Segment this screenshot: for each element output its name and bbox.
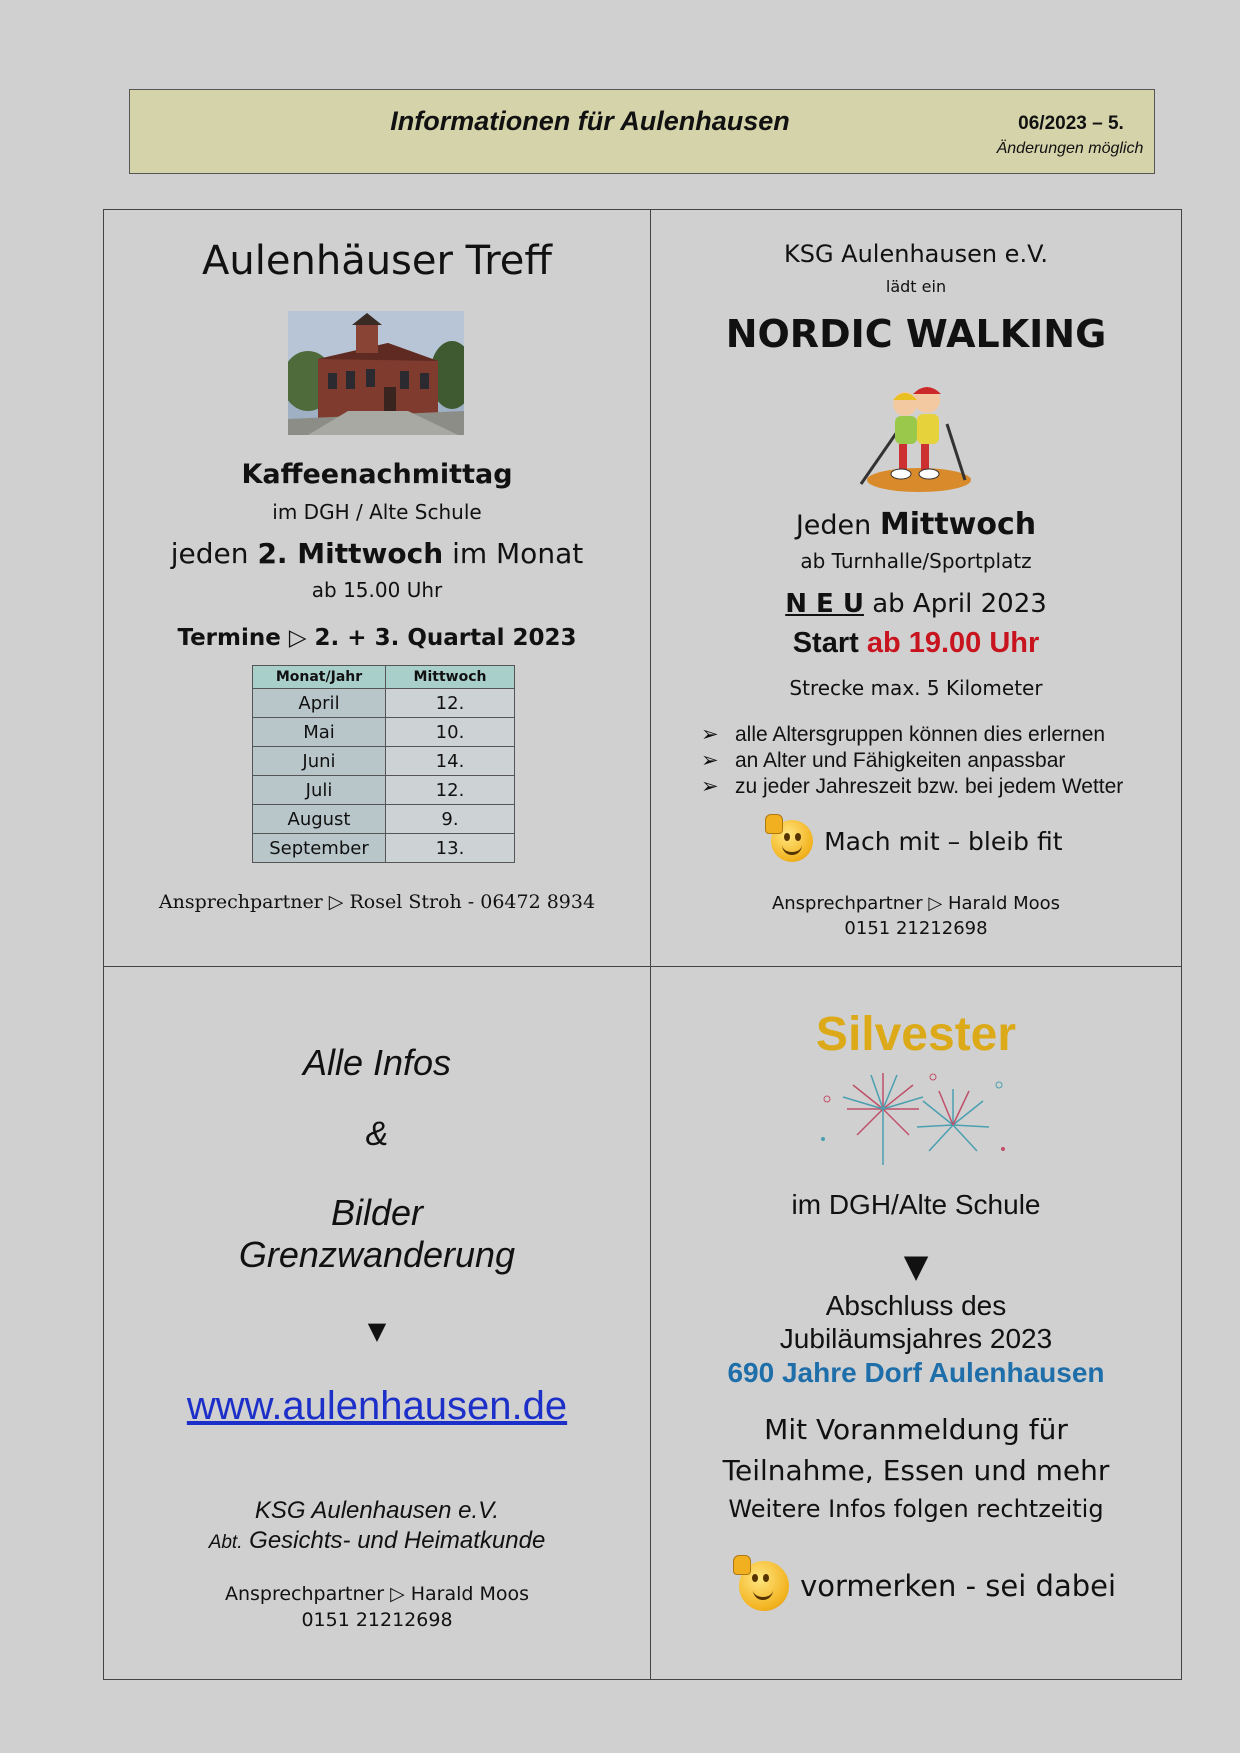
dates-table (252, 665, 515, 863)
silvester-more-info: Weitere Infos folgen rechtzeitig (728, 1495, 1104, 1523)
nordic-title: NORDIC WALKING (725, 312, 1107, 356)
infos-org: KSG Aulenhausen e.V. (254, 1497, 500, 1524)
treff-contact: Ansprechpartner ▷ Rosel Stroh - 06472 8934 (158, 891, 596, 913)
silvester-location: im DGH/Alte Schule (791, 1189, 1041, 1220)
arrow-bullet-icon: ➢ (701, 775, 719, 798)
treff-title: Aulenhäuser Treff (202, 238, 552, 284)
infos-line2: Bilder (330, 1192, 424, 1233)
table-header: Mittwoch (386, 666, 515, 689)
treff-event: Kaffeenachmittag (241, 459, 513, 490)
treff-location: im DGH / Alte Schule (272, 500, 482, 524)
table-row (253, 689, 515, 718)
infos-ampersand: & (365, 1115, 389, 1153)
down-arrow-icon: ▼ (367, 1317, 387, 1345)
nordic-phone: 0151 21212698 (844, 918, 988, 939)
website-link[interactable]: www.aulenhausen.de (186, 1384, 568, 1428)
nordic-bullet-list (701, 722, 1123, 800)
table-cell: April (253, 689, 386, 718)
edition-number: 06/2023 – 5. (1018, 113, 1124, 134)
table-cell: Juli (253, 776, 386, 805)
table-cell: August (253, 805, 386, 834)
table-cell: September (253, 834, 386, 863)
school-building-image (288, 311, 464, 435)
silvester-slogan-row (739, 1561, 1116, 1611)
table-row (253, 776, 515, 805)
silvester-line1: Abschluss des (825, 1290, 1007, 1321)
treff-time: ab 15.00 Uhr (311, 578, 443, 602)
table-row (253, 747, 515, 776)
silvester-title: Silvester (815, 1008, 1017, 1061)
table-cell: 14. (386, 747, 515, 776)
list-item: ➢ an Alter und Fähigkeiten anpassbar (701, 749, 1066, 772)
silvester-slogan: vormerken - sei dabei (800, 1569, 1117, 1603)
nordic-schedule: Jeden Mittwoch (795, 507, 1037, 542)
thumbs-up-smiley-icon (739, 1561, 789, 1611)
nordic-place: ab Turnhalle/Sportplatz (800, 549, 1032, 573)
changes-note: Änderungen möglich (996, 140, 1144, 157)
nordic-walkers-illustration (855, 380, 977, 496)
website-link-wrap (104, 1384, 650, 1429)
infos-section (104, 967, 650, 1679)
table-cell: 12. (386, 689, 515, 718)
nordic-contact: Ansprechpartner ▷ Harald Moos (771, 893, 1061, 914)
nordic-start-time: Start ab 19.00 Uhr (792, 627, 1040, 659)
treff-section (104, 210, 650, 966)
table-header-row (253, 666, 515, 689)
silvester-registration2: Teilnahme, Essen und mehr (722, 1454, 1110, 1487)
infos-line1: Alle Infos (302, 1042, 452, 1083)
table-row (253, 834, 515, 863)
table-cell: 10. (386, 718, 515, 747)
table-cell: 13. (386, 834, 515, 863)
table-cell: 9. (386, 805, 515, 834)
table-cell: Juni (253, 747, 386, 776)
infos-phone: 0151 21212698 (301, 1609, 453, 1631)
table-row (253, 718, 515, 747)
content-grid (103, 209, 1182, 1680)
page-title: Informationen für Aulenhausen (390, 106, 790, 136)
thumbs-up-smiley-icon (771, 820, 813, 862)
nordic-invites: lädt ein (885, 277, 947, 296)
infos-contact: Ansprechpartner ▷ Harald Moos (224, 1583, 530, 1605)
nordic-walking-section (651, 210, 1181, 966)
list-item: ➢ alle Altersgruppen können dies erlernen (701, 723, 1106, 746)
table-cell: 12. (386, 776, 515, 805)
nordic-slogan: Mach mit – bleib fit (824, 826, 1063, 856)
infos-line3: Grenzwanderung (238, 1234, 516, 1275)
treff-schedule: jeden 2. Mittwoch im Monat (170, 537, 584, 570)
nordic-distance: Strecke max. 5 Kilometer (789, 676, 1043, 700)
list-item: ➢ zu jeder Jahreszeit bzw. bei jedem Wetter (701, 775, 1124, 798)
arrow-bullet-icon: ➢ (701, 723, 719, 746)
fireworks-illustration (813, 1069, 1013, 1169)
header-banner (129, 89, 1155, 174)
nordic-new-info: N E U ab April 2023 (785, 589, 1047, 619)
silvester-line2: Jubiläumsjahres 2023 (779, 1323, 1053, 1354)
infos-dept: Abt. Gesichts- und Heimatkunde (208, 1527, 546, 1554)
silvester-registration1: Mit Voranmeldung für (764, 1413, 1068, 1446)
table-cell: Mai (253, 718, 386, 747)
silvester-section (651, 967, 1181, 1679)
nordic-slogan-row (771, 820, 1063, 862)
table-row (253, 805, 515, 834)
table-header: Monat/Jahr (253, 666, 386, 689)
nordic-organizer: KSG Aulenhausen e.V. (783, 240, 1049, 268)
arrow-bullet-icon: ➢ (701, 749, 719, 772)
silvester-anniversary: 690 Jahre Dorf Aulenhausen (727, 1357, 1105, 1388)
down-arrow-icon: ▼ (903, 1247, 929, 1285)
treff-dates-title: Termine ▷ 2. + 3. Quartal 2023 (177, 625, 577, 651)
